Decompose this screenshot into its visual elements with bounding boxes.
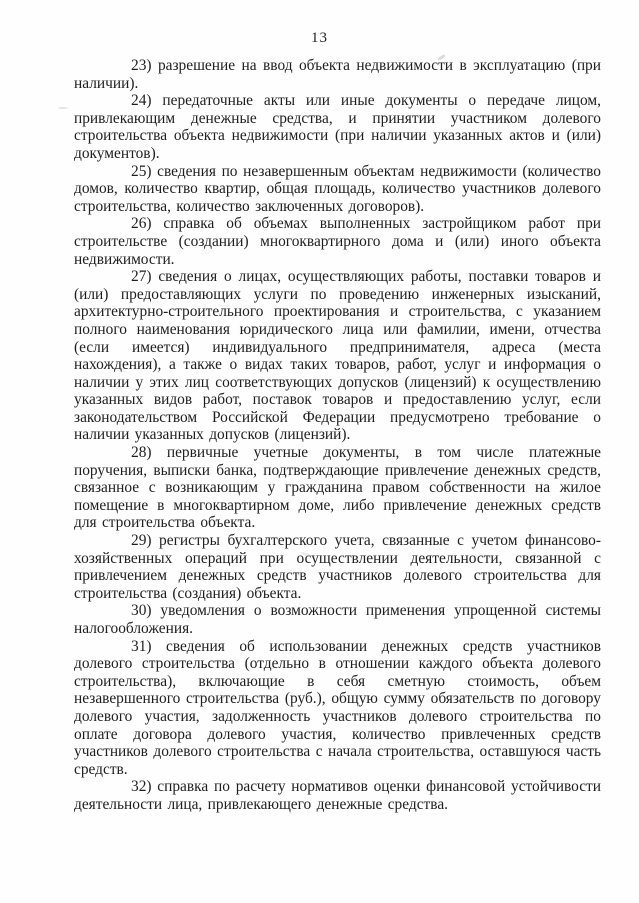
paragraph-item-28: 28) первичные учетные документы, в том числе платежные поручения, выписки банка, подтверждающие привлечение денежных средств, связанное с возникающим у гражданина правом собственности на жилое помещение в многоквартирном доме, либо привлечение денежных средств для строительства объекта. bbox=[74, 444, 601, 532]
paragraph-item-24: 24) передаточные акты или иные документы о передаче лицом, привлекающим денежные средства, и принятии участником долевого строительства объекта недвижимости (при наличии указанных актов и (или) документов). bbox=[74, 92, 601, 162]
document-body bbox=[74, 57, 601, 814]
page-number: 13 bbox=[311, 30, 328, 46]
paragraph-item-26: 26) справка об объемах выполненных застройщиком работ при строительстве (создании) многоквартирного дома и (или) иного объекта недвижимости. bbox=[74, 215, 601, 268]
paragraph-item-29: 29) регистры бухгалтерского учета, связанные с учетом финансово-хозяйственных операций при осуществлении деятельности, связанной с привлечением денежных средств участников долевого строительства для строительства (создания) объекта. bbox=[74, 532, 601, 602]
paragraph-item-32: 32) справка по расчету нормативов оценки финансовой устойчивости деятельности лица, привлекающего денежные средства. bbox=[74, 778, 601, 813]
paragraph-item-23: 23) разрешение на ввод объекта недвижимости в эксплуатацию (при наличии). bbox=[74, 57, 601, 92]
paragraph-item-30: 30) уведомления о возможности применения упрощенной системы налогообложения. bbox=[74, 602, 601, 637]
paragraph-item-25: 25) сведения по незавершенным объектам недвижимости (количество домов, количество квартир, общая площадь, количество участников долевого строительства, количество заключенных договоров). bbox=[74, 162, 601, 215]
scan-artifact bbox=[58, 107, 68, 109]
paragraph-item-27: 27) сведения о лицах, осуществляющих работы, поставки товаров и (или) предоставляющих услуги по проведению инженерных изысканий, архитектурно-строительного проектирования и строительства, с указанием полного наименования юридического лица или фамилии, имени, отчества (если имеется) индивидуального предпринимателя, адреса (места нахождения), а также о видах таких товаров, работ, услуг и информация о наличии у этих лиц соответствующих допусков (лицензий) к осуществлению указанных видов работ, поставок товаров и предоставлению услуг, если законодательством Российской Федерации предусмотрено требование о наличии указанных допусков (лицензий). bbox=[74, 268, 601, 444]
paragraph-item-31: 31) сведения об использовании денежных средств участников долевого строительства (отдельно в отношении каждого объекта долевого строительства), включающие в себя сметную стоимость, объем незавершенного строительства (руб.), общую сумму обязательств по договору долевого участия, задолженность участников долевого строительства по оплате договора долевого участия, количество привлеченных средств участников долевого строительства с начала строительства, оставшуюся часть средств. bbox=[74, 637, 601, 778]
